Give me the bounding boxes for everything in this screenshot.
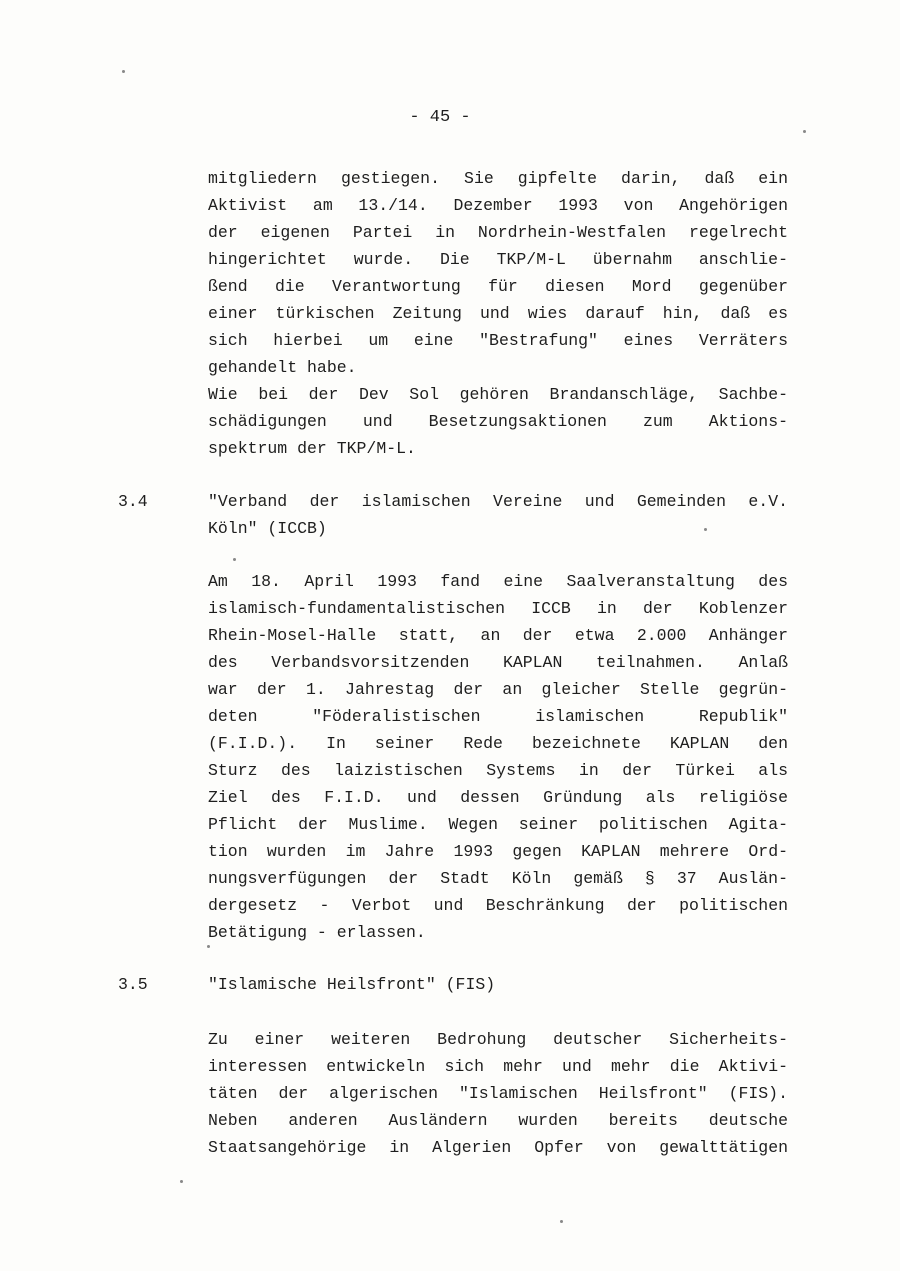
text-line: Pflicht der Muslime. Wegen seiner politischen Agita- [208, 815, 788, 834]
page-number: - 45 - [409, 108, 471, 127]
text-line: einer türkischen Zeitung und wies darauf hin, daß es [208, 304, 788, 323]
scan-speck [704, 528, 707, 531]
text-line: war der 1. Jahrestag der an gleicher Stelle gegrün- [208, 680, 788, 699]
text-line: deten "Föderalistischen islamischen Republik" [208, 707, 788, 726]
text-line: (F.I.D.). In seiner Rede bezeichnete KAPLAN den [208, 734, 788, 753]
text-line: islamisch-fundamentalistischen ICCB in der Koblenzer [208, 599, 788, 618]
text-line: gehandelt habe. [208, 358, 357, 377]
text-line: ßend die Verantwortung für diesen Mord gegenüber [208, 277, 788, 296]
text-line: Am 18. April 1993 fand eine Saalveranstaltung des [208, 572, 788, 591]
text-line: nungsverfügungen der Stadt Köln gemäß § 37 Auslän- [208, 869, 788, 888]
text-line: spektrum der TKP/M-L. [208, 439, 416, 458]
scan-speck [180, 1180, 183, 1183]
section-number: 3.4 [118, 492, 148, 511]
scan-speck [803, 130, 806, 133]
text-line: sich hierbei um eine "Bestrafung" eines Verräters [208, 331, 788, 350]
text-line: Betätigung - erlassen. [208, 923, 426, 942]
scan-speck [207, 945, 210, 948]
text-line: Ziel des F.I.D. und dessen Gründung als religiöse [208, 788, 788, 807]
text-line: Aktivist am 13./14. Dezember 1993 von Angehörigen [208, 196, 788, 215]
text-line: täten der algerischen "Islamischen Heilsfront" (FIS). [208, 1084, 788, 1103]
section-3-4-body [208, 568, 788, 946]
section-3-5-body [208, 1026, 788, 1161]
text-line: hingerichtet wurde. Die TKP/M-L übernahm anschlie- [208, 250, 788, 269]
heading-line: Köln" (ICCB) [208, 519, 327, 538]
heading-line: "Verband der islamischen Vereine und Gemeinden e.V. [208, 492, 788, 511]
text-line: dergesetz - Verbot und Beschränkung der politischen [208, 896, 788, 915]
section-number: 3.5 [118, 975, 148, 994]
text-line: tion wurden im Jahre 1993 gegen KAPLAN mehrere Ord- [208, 842, 788, 861]
scan-speck [233, 558, 236, 561]
section-heading [208, 488, 788, 542]
scan-speck [560, 1220, 563, 1223]
text-line: der eigenen Partei in Nordrhein-Westfalen regelrecht [208, 223, 788, 242]
heading-line: "Islamische Heilsfront" (FIS) [208, 975, 496, 994]
paragraph-1 [208, 165, 788, 381]
text-line: Neben anderen Ausländern wurden bereits deutsche [208, 1111, 788, 1130]
scan-speck [122, 70, 125, 73]
text-line: interessen entwickeln sich mehr und mehr die Aktivi- [208, 1057, 788, 1076]
text-line: schädigungen und Besetzungsaktionen zum Aktions- [208, 412, 788, 431]
text-line: Staatsangehörige in Algerien Opfer von gewalttätigen [208, 1138, 788, 1157]
text-line: Wie bei der Dev Sol gehören Brandanschläge, Sachbe- [208, 385, 788, 404]
text-line: Rhein-Mosel-Halle statt, an der etwa 2.000 Anhänger [208, 626, 788, 645]
paragraph-2 [208, 381, 788, 462]
text-line: mitgliedern gestiegen. Sie gipfelte darin, daß ein [208, 169, 788, 188]
text-line: des Verbandsvorsitzenden KAPLAN teilnahmen. Anlaß [208, 653, 788, 672]
text-line: Sturz des laizistischen Systems in der Türkei als [208, 761, 788, 780]
text-line: Zu einer weiteren Bedrohung deutscher Sicherheits- [208, 1030, 788, 1049]
section-heading [208, 971, 788, 998]
